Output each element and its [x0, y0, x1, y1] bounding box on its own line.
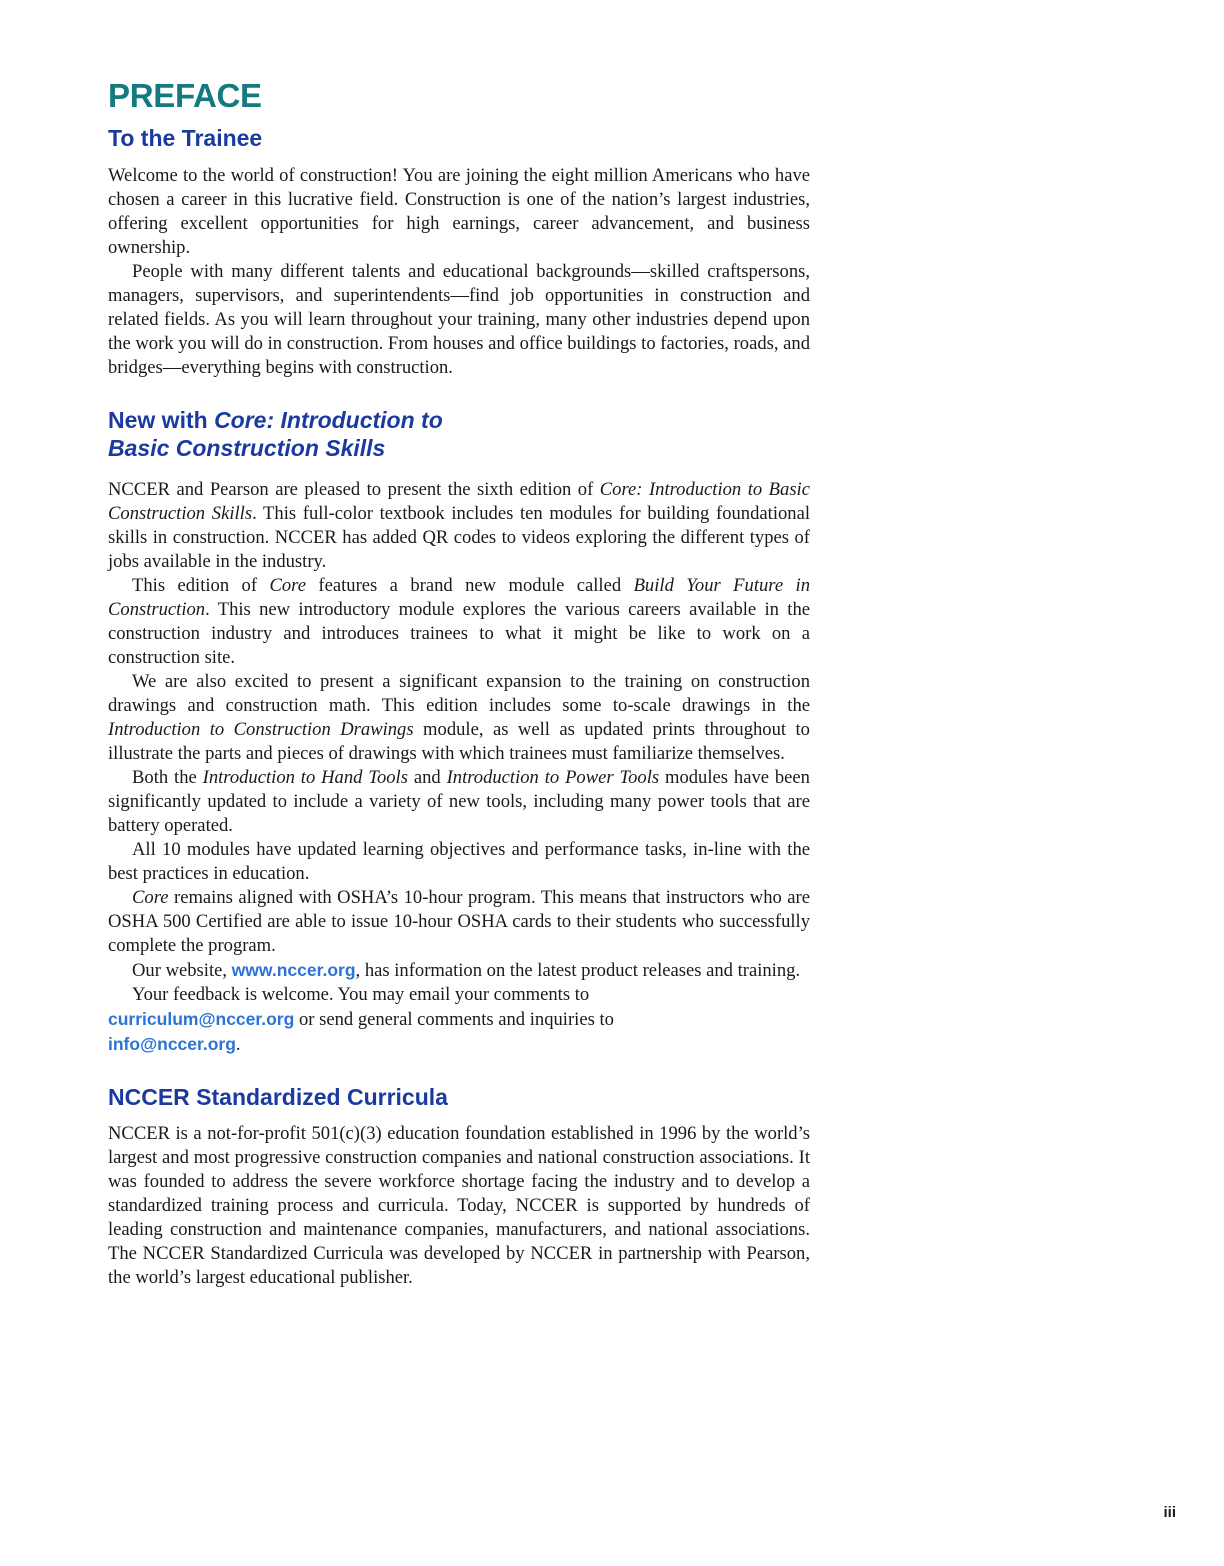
italic-title: Core: [132, 887, 169, 908]
core-paragraph-8: [108, 983, 810, 1057]
italic-title: Build Your Future in Construction: [108, 575, 810, 620]
text-run: and: [407, 767, 447, 788]
heading-italic-1: Core: Introduction to: [214, 407, 443, 433]
page-title: PREFACE: [108, 77, 262, 114]
text-run: or send general comments and inquiries to: [294, 1009, 614, 1030]
text-run: , has information on the latest product releases and training.: [355, 960, 801, 981]
italic-title: Introduction to Construction Drawings: [108, 719, 414, 740]
core-paragraph-7: [108, 958, 810, 983]
text-run: This edition of: [132, 575, 270, 596]
core-paragraph-5: All 10 modules have updated learning objectives and performance tasks, in-line with the best practices in education.: [108, 839, 810, 884]
italic-title: Introduction to Hand Tools: [202, 767, 408, 788]
page-number: iii: [1163, 1504, 1176, 1521]
text-run: . This full-color textbook includes ten modules for building foundational skills in construction. NCCER has added QR codes to videos exploring the different types of jobs available in the industry.: [108, 503, 810, 572]
trainee-paragraph-1: Welcome to the world of construction! You are joining the eight million Americans who have chosen a career in this lucrative field. Construction is one of the nation’s largest industries, offering excellent opportunities for high earnings, career advancement, and business ownership.: [108, 165, 810, 258]
italic-title: Introduction to Power Tools: [446, 767, 660, 788]
text-run: . This new introductory module explores the various careers available in the construction industry and introduces trainees to what it might be like to work on a construction site.: [108, 599, 810, 668]
core-paragraph-6: [108, 886, 810, 958]
text-run: module, as well as updated prints throughout to illustrate the parts and pieces of drawings with which trainees must familiarize themselves.: [108, 719, 810, 764]
text-run: remains aligned with OSHA’s 10-hour program. This means that instructors who are OSHA 500 Certified are able to issue 10-hour OSHA cards to their students who successfully complete the program.: [108, 887, 810, 956]
section-heading-standardized-curricula: NCCER Standardized Curricula: [108, 1084, 448, 1110]
text-run: features a brand new module called: [305, 575, 634, 596]
heading-italic-2: Basic Construction Skills: [108, 435, 386, 461]
preface-page: [108, 78, 810, 1290]
italic-title: Core: Introduction to Basic Construction Skills: [108, 479, 810, 524]
italic-title: Core: [269, 575, 306, 596]
core-paragraph-2: [108, 574, 810, 670]
core-paragraph-4: [108, 766, 810, 838]
text-run: Both the: [132, 767, 203, 788]
text-run: We are also excited to present a significant expansion to the training on construction drawings and construction math. This edition includes some to-scale drawings in the: [108, 671, 810, 716]
text-run: NCCER and Pearson are pleased to present the sixth edition of: [108, 479, 600, 500]
section-heading-trainee: To the Trainee: [108, 125, 263, 151]
curriculum-email-link[interactable]: curriculum@nccer.org: [108, 1009, 295, 1029]
trainee-paragraph-2: People with many different talents and educational backgrounds—skilled craftspersons, managers, supervisors, and superintendents—find job opportunities in construction and related fields. As you will learn throughout your training, many other industries depend upon the work you will do in construction. From houses and office buildings to factories, roads, and bridges—everything begins with construction.: [108, 261, 810, 378]
core-paragraph-3: [108, 670, 810, 766]
text-run: .: [235, 1034, 241, 1055]
info-email-link[interactable]: info@nccer.org: [108, 1034, 236, 1054]
heading-plain: New with: [108, 407, 215, 433]
core-paragraph-1: [108, 478, 810, 574]
text-run: modules have been significantly updated to include a variety of new tools, including many power tools that are battery operated.: [108, 767, 810, 836]
text-run: Your feedback is welcome. You may email your comments to: [132, 984, 590, 1005]
section-heading-new-with-core: [108, 406, 810, 462]
website-link[interactable]: www.nccer.org: [231, 960, 356, 980]
curricula-paragraph-1: NCCER is a not-for-profit 501(c)(3) education foundation established in 1996 by the world’s largest and most progressive construction companies and national construction associations. It was founded to address the severe workforce shortage facing the industry and to develop a standardized training process and curricula. Today, NCCER is supported by hundreds of leading construction and maintenance companies, manufacturers, and national associations. The NCCER Standardized Curricula was developed by NCCER in partnership with Pearson, the world’s largest educational publisher.: [108, 1123, 810, 1288]
text-run: Our website,: [132, 960, 232, 981]
